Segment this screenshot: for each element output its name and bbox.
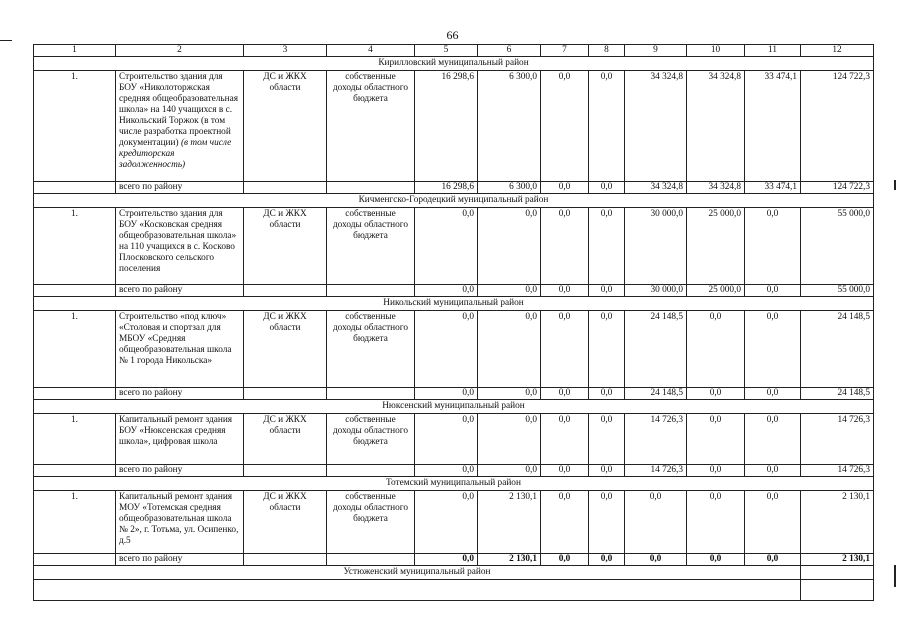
total-cell: 0,0 bbox=[478, 285, 541, 297]
customer: ДС и ЖКХ области bbox=[244, 311, 327, 388]
district-total-row bbox=[34, 182, 874, 194]
funding-source: собственные доходы областного бюджета bbox=[327, 208, 415, 285]
value-cell: 16 298,6 bbox=[415, 71, 478, 182]
value-cell: 2 130,1 bbox=[801, 491, 874, 554]
value-cell: 0,0 bbox=[541, 71, 589, 182]
customer: ДС и ЖКХ области bbox=[244, 491, 327, 554]
table-row bbox=[34, 71, 874, 182]
funding-source: собственные доходы областного бюджета bbox=[327, 491, 415, 554]
value-cell: 0,0 bbox=[589, 414, 625, 465]
value-cell: 0,0 bbox=[541, 414, 589, 465]
value-cell: 0,0 bbox=[745, 208, 801, 285]
value-cell: 0,0 bbox=[745, 414, 801, 465]
value-cell: 0,0 bbox=[541, 311, 589, 388]
district-total-row bbox=[34, 285, 874, 297]
total-cell: 0,0 bbox=[541, 465, 589, 477]
column-number: 10 bbox=[687, 45, 745, 57]
table-row bbox=[34, 491, 874, 554]
column-number: 2 bbox=[116, 45, 244, 57]
table-row bbox=[34, 414, 874, 465]
column-number: 12 bbox=[801, 45, 874, 57]
total-label: всего по району bbox=[116, 182, 244, 194]
district-total-row bbox=[34, 554, 874, 566]
row-index: 1. bbox=[34, 208, 116, 285]
district-total-row bbox=[34, 388, 874, 400]
column-number: 5 bbox=[415, 45, 478, 57]
total-cell: 0,0 bbox=[541, 182, 589, 194]
object-name: Капитальный ремонт здания БОУ «Нюксенская средняя школа», цифровая школа bbox=[116, 414, 244, 465]
value-cell: 0,0 bbox=[589, 71, 625, 182]
page-number: 66 bbox=[446, 28, 459, 42]
row-index: 1. bbox=[34, 491, 116, 554]
total-cell: 0,0 bbox=[745, 465, 801, 477]
binding-edge-mark bbox=[0, 40, 12, 41]
total-cell: 16 298,6 bbox=[415, 182, 478, 194]
total-label: всего по району bbox=[116, 554, 244, 566]
total-cell: 0,0 bbox=[541, 285, 589, 297]
value-cell: 0,0 bbox=[687, 414, 745, 465]
value-cell: 55 000,0 bbox=[801, 208, 874, 285]
total-cell: 0,0 bbox=[589, 285, 625, 297]
value-cell: 6 300,0 bbox=[478, 71, 541, 182]
value-cell: 124 722,3 bbox=[801, 71, 874, 182]
total-cell: 34 324,8 bbox=[687, 182, 745, 194]
district-name: Нюксенский муниципальный район bbox=[34, 400, 874, 414]
district-row bbox=[34, 57, 874, 71]
total-label: всего по району bbox=[116, 465, 244, 477]
value-cell: 30 000,0 bbox=[625, 208, 687, 285]
value-cell: 14 726,3 bbox=[801, 414, 874, 465]
total-cell: 25 000,0 bbox=[687, 285, 745, 297]
district-row bbox=[34, 297, 874, 311]
district-row bbox=[34, 400, 874, 414]
value-cell: 0,0 bbox=[415, 414, 478, 465]
total-cell: 0,0 bbox=[745, 388, 801, 400]
district-name: Кичменгско-Городецкий муниципальный район bbox=[34, 194, 874, 208]
total-cell: 14 726,3 bbox=[801, 465, 874, 477]
total-cell: 0,0 bbox=[541, 554, 589, 566]
value-cell: 0,0 bbox=[478, 414, 541, 465]
value-cell: 0,0 bbox=[687, 491, 745, 554]
district-row bbox=[34, 477, 874, 491]
value-cell: 0,0 bbox=[745, 491, 801, 554]
value-cell: 34 324,8 bbox=[625, 71, 687, 182]
value-cell: 0,0 bbox=[589, 208, 625, 285]
customer: ДС и ЖКХ области bbox=[244, 71, 327, 182]
total-cell: 0,0 bbox=[687, 465, 745, 477]
column-number: 4 bbox=[327, 45, 415, 57]
value-cell: 33 474,1 bbox=[745, 71, 801, 182]
total-cell: 34 324,8 bbox=[625, 182, 687, 194]
object-name: Строительство здания для БОУ «Николоторжская средняя общеобразовательная школа» на 140 учащихся в с. Никольский Торжок (в том числе разработка проектной документации) (в том числе кредиторская задолженность) bbox=[116, 71, 244, 182]
district-row bbox=[34, 194, 874, 208]
object-name: Строительство здания для БОУ «Косковская средняя общеобразовательная школа» на 110 учащихся в с. Косково Плосковского сельского поселения bbox=[116, 208, 244, 285]
column-number: 7 bbox=[541, 45, 589, 57]
total-cell: 2 130,1 bbox=[801, 554, 874, 566]
district-name: Устюженский муниципальный район bbox=[34, 566, 801, 580]
table-row bbox=[34, 208, 874, 285]
value-cell: 0,0 bbox=[415, 491, 478, 554]
value-cell: 25 000,0 bbox=[687, 208, 745, 285]
object-name: Строительство «под ключ» «Столовая и спортзал для МБОУ «Средняя общеобразовательная школа № 1 города Никольска» bbox=[116, 311, 244, 388]
total-cell: 30 000,0 bbox=[625, 285, 687, 297]
column-number: 6 bbox=[478, 45, 541, 57]
district-name: Кирилловский муниципальный район bbox=[34, 57, 874, 71]
value-cell: 14 726,3 bbox=[625, 414, 687, 465]
total-cell: 6 300,0 bbox=[478, 182, 541, 194]
total-cell: 0,0 bbox=[541, 388, 589, 400]
value-cell: 0,0 bbox=[478, 311, 541, 388]
total-cell: 55 000,0 bbox=[801, 285, 874, 297]
total-cell: 0,0 bbox=[415, 285, 478, 297]
district-row bbox=[34, 566, 874, 580]
total-cell: 0,0 bbox=[589, 465, 625, 477]
object-name: Капитальный ремонт здания МОУ «Тотемская средняя общеобразовательная школа № 2», г. Тотьма, ул. Осипенко, д.5 bbox=[116, 491, 244, 554]
column-number: 8 bbox=[589, 45, 625, 57]
total-cell: 124 722,3 bbox=[801, 182, 874, 194]
total-cell: 14 726,3 bbox=[625, 465, 687, 477]
district-name: Тотемский муниципальный район bbox=[34, 477, 874, 491]
total-cell: 0,0 bbox=[589, 388, 625, 400]
total-label: всего по району bbox=[116, 388, 244, 400]
total-cell: 0,0 bbox=[687, 554, 745, 566]
column-number: 3 bbox=[244, 45, 327, 57]
scan-edge-mark bbox=[886, 565, 896, 587]
table-row bbox=[34, 580, 874, 601]
row-index: 1. bbox=[34, 311, 116, 388]
value-cell: 0,0 bbox=[687, 311, 745, 388]
column-number: 1 bbox=[34, 45, 116, 57]
total-cell: 0,0 bbox=[589, 182, 625, 194]
total-cell: 0,0 bbox=[478, 388, 541, 400]
value-cell: 0,0 bbox=[415, 208, 478, 285]
value-cell: 24 148,5 bbox=[801, 311, 874, 388]
value-cell: 0,0 bbox=[625, 491, 687, 554]
customer: ДС и ЖКХ области bbox=[244, 414, 327, 465]
total-cell: 0,0 bbox=[415, 554, 478, 566]
value-cell: 0,0 bbox=[589, 311, 625, 388]
column-numbers-row bbox=[34, 45, 874, 57]
total-cell: 0,0 bbox=[687, 388, 745, 400]
total-cell: 24 148,5 bbox=[801, 388, 874, 400]
row-index: 1. bbox=[34, 414, 116, 465]
column-number: 9 bbox=[625, 45, 687, 57]
customer: ДС и ЖКХ области bbox=[244, 208, 327, 285]
value-cell: 34 324,8 bbox=[687, 71, 745, 182]
funding-source: собственные доходы областного бюджета bbox=[327, 311, 415, 388]
total-cell: 0,0 bbox=[415, 388, 478, 400]
value-cell: 0,0 bbox=[478, 208, 541, 285]
program-table bbox=[33, 44, 874, 601]
funding-source: собственные доходы областного бюджета bbox=[327, 71, 415, 182]
total-cell: 0,0 bbox=[478, 465, 541, 477]
total-cell: 0,0 bbox=[745, 554, 801, 566]
total-cell: 0,0 bbox=[625, 554, 687, 566]
value-cell: 2 130,1 bbox=[478, 491, 541, 554]
funding-source: собственные доходы областного бюджета bbox=[327, 414, 415, 465]
object-note: (в том числе кредиторская задолженность) bbox=[119, 138, 232, 170]
row-index: 1. bbox=[34, 71, 116, 182]
total-label: всего по району bbox=[116, 285, 244, 297]
value-cell: 0,0 bbox=[745, 311, 801, 388]
table-row bbox=[34, 311, 874, 388]
district-name: Никольский муниципальный район bbox=[34, 297, 874, 311]
value-cell: 0,0 bbox=[589, 491, 625, 554]
total-cell: 33 474,1 bbox=[745, 182, 801, 194]
total-cell: 0,0 bbox=[745, 285, 801, 297]
total-cell: 0,0 bbox=[415, 465, 478, 477]
total-cell: 24 148,5 bbox=[625, 388, 687, 400]
value-cell: 0,0 bbox=[541, 491, 589, 554]
total-cell: 2 130,1 bbox=[478, 554, 541, 566]
value-cell: 0,0 bbox=[541, 208, 589, 285]
district-total-row bbox=[34, 465, 874, 477]
value-cell: 0,0 bbox=[415, 311, 478, 388]
scan-edge-mark bbox=[886, 180, 896, 190]
value-cell: 24 148,5 bbox=[625, 311, 687, 388]
column-number: 11 bbox=[745, 45, 801, 57]
total-cell: 0,0 bbox=[589, 554, 625, 566]
